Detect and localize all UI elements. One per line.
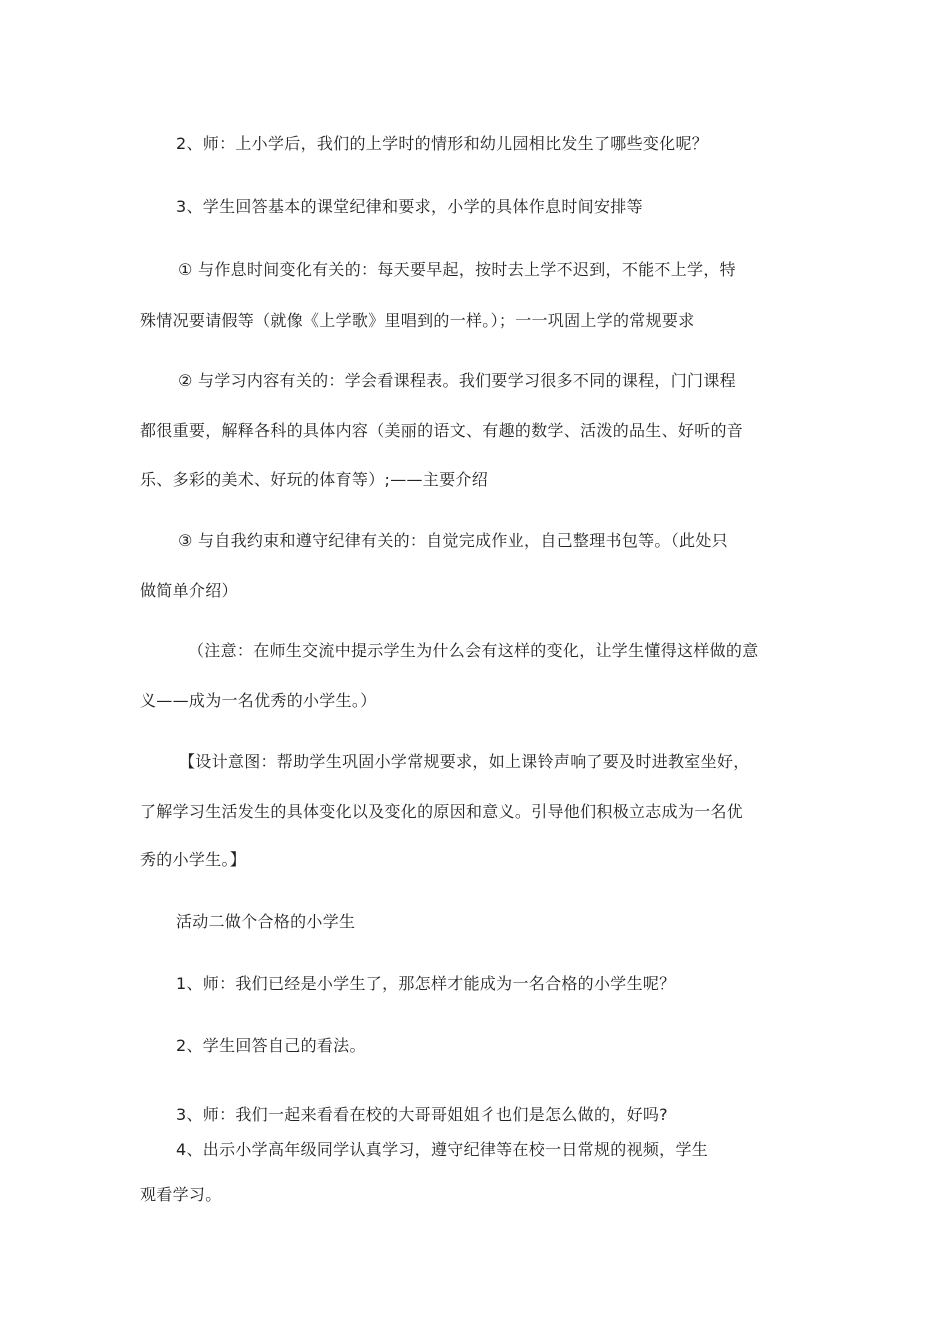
paragraph-line: 1、师：我们已经是小学生了，那怎样才能成为一名合格的小学生呢？ (176, 974, 676, 993)
paragraph-line: 乐、多彩的美术、好玩的体育等）;——主要介绍 (140, 470, 488, 489)
section-heading: 活动二做个合格的小学生 (176, 912, 356, 931)
paragraph-line: ③ 与自我约束和遵守纪律有关的：自觉完成作业，自己整理书包等。（此处只 (178, 531, 728, 550)
paragraph-line: 3、师：我们一起来看看在校的大哥哥姐姐彳也们是怎么做的，好吗? (176, 1105, 668, 1124)
paragraph-line: 4、出示小学高年级同学认真学习，遵守纪律等在校一日常规的视频，学生 (176, 1140, 709, 1159)
paragraph-line: 都很重要，解释各科的具体内容（美丽的语文、有趣的数学、活泼的品生、好听的音 (140, 421, 744, 440)
paragraph-line: ① 与作息时间变化有关的：每天要早起，按时去上学不迟到，不能不上学，特 (178, 260, 736, 279)
paragraph-line: 3、学生回答基本的课堂纪律和要求，小学的具体作息时间安排等 (176, 197, 643, 216)
paragraph-line: 了解学习生活发生的具体变化以及变化的原因和意义。引导他们积极立志成为一名优 (140, 802, 744, 821)
paragraph-line: 【设计意图：帮助学生巩固小学常规要求，如上课铃声响了要及时进教室坐好， (179, 752, 750, 771)
paragraph-line: 2、学生回答自己的看法。 (176, 1036, 366, 1055)
paragraph-line: 殊情况要请假等（就像《上学歌》里唱到的一样。）；一一巩固上学的常规要求 (140, 311, 695, 330)
paragraph-line: ② 与学习内容有关的：学会看课程表。我们要学习很多不同的课程，门门课程 (178, 371, 736, 390)
paragraph-line: 观看学习。 (140, 1185, 222, 1204)
paragraph-line: （注意：在师生交流中提示学生为什么会有这样的变化，让学生懂得这样做的意 (188, 641, 759, 660)
paragraph-line: 秀的小学生。】 (140, 850, 247, 869)
paragraph-line: 做简单介绍） (140, 581, 238, 600)
paragraph-line: 义——成为一名优秀的小学生。） (140, 691, 377, 710)
paragraph-line: 2、师：上小学后，我们的上学时的情形和幼儿园相比发生了哪些变化呢？ (176, 134, 709, 153)
